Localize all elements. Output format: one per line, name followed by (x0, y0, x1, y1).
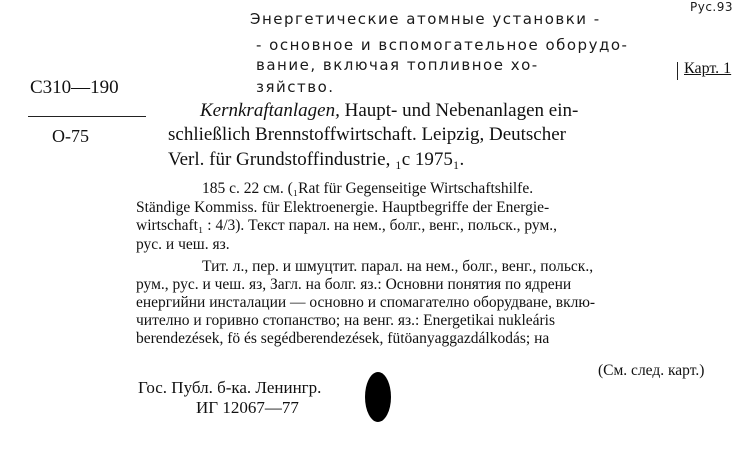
collation-line-1: 185 с. 22 см. (₁Rat für Gegenseitige Wirtschaftshilfe. (202, 180, 534, 197)
collation-line-4: рус. и чеш. яз. (136, 236, 230, 253)
handwritten-line-1: Энергетические атомные установки - (250, 10, 601, 28)
note-line-2: рум., рус. и чеш. яз, Загл. на болг. яз.: Основни понятия по ядрени (136, 276, 572, 293)
title-rest: Haupt- und Nebenanlagen ein- (344, 100, 579, 121)
call-number-rule (28, 116, 146, 117)
title-main: Kernkraftanlagen, (200, 100, 340, 121)
cutter-number: О-75 (52, 126, 89, 146)
note-line-4: чително и горивно стопанство; на венг. яз.: Energetikai nukleáris (136, 312, 556, 329)
handwritten-line-2: - основное и вспомогательное оборудо- (256, 36, 629, 54)
note-line-5: berendezések, fö és segédberendezések, fütöanyaggazdálkodás; на (136, 330, 550, 347)
note-line-1: Тит. л., пер. и шмуцтит. парал. на нем., болг., венг., польск., (202, 258, 594, 275)
call-number: С310—190 (30, 77, 119, 98)
title-line-1 (200, 100, 578, 122)
collation-line-2: Ständige Kommiss. für Elektroenergie. Hauptbegriffe der Energie- (136, 199, 550, 216)
card-label-divider (677, 62, 678, 80)
handwritten-line-4: зяйство. (256, 78, 335, 96)
footer-library: Гос. Публ. б-ка. Ленингр. (138, 378, 322, 397)
collation-line-3: wirtschaft₁ : 4/3). Текст парал. на нем., болг., венг., польск., рум., (136, 217, 558, 234)
title-line-3: Verl. für Grundstoffindustrie, ₁c 1975₁. (168, 149, 465, 170)
footer-code: ИГ 12067—77 (196, 398, 299, 417)
handwritten-corner-note: Рус.93 (690, 0, 734, 14)
handwritten-line-3: вание, включая топливное хо- (256, 56, 539, 74)
continued-notice: (См. след. карт.) (598, 362, 705, 379)
card-number-label: Карт. 1 (684, 60, 732, 77)
title-line-2: schließlich Brennstoffwirtschaft. Leipzig, Deutscher (168, 124, 566, 145)
note-line-3: енергийни инсталации — основно и спомагателно оборудване, вклю- (136, 294, 596, 311)
ink-blot (365, 372, 391, 422)
